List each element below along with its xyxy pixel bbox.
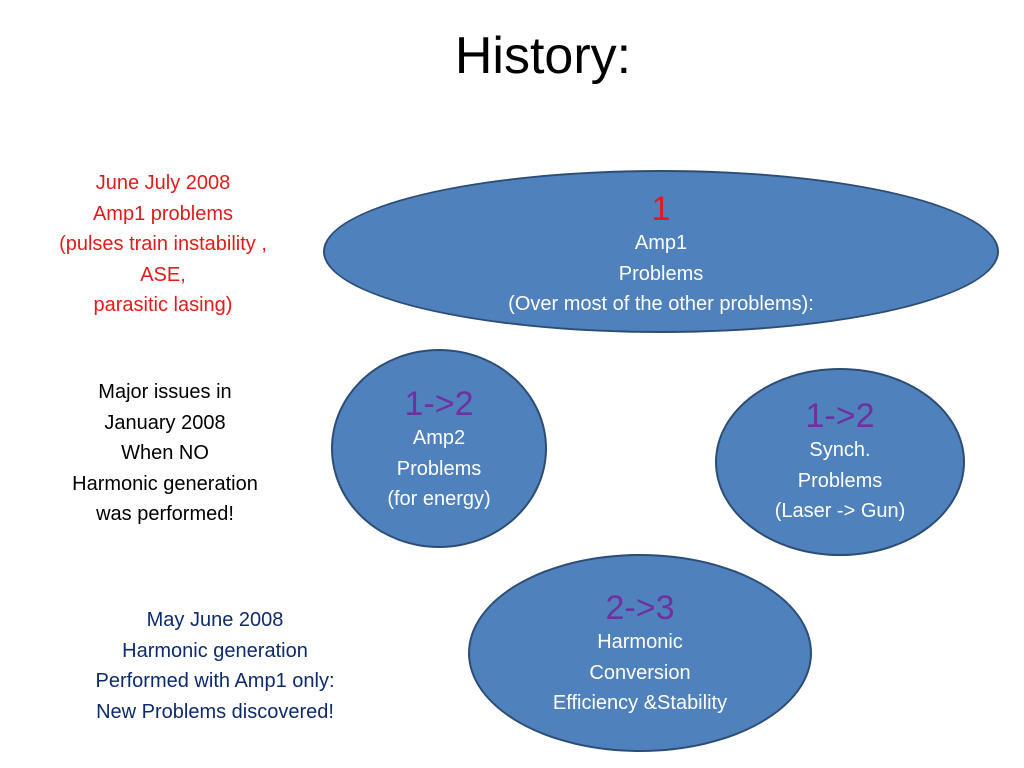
note-may-june-2008 xyxy=(54,605,376,727)
ellipse-amp1-problems xyxy=(323,170,999,333)
note-line: New Problems discovered! xyxy=(96,700,334,723)
note-line: Harmonic generation xyxy=(122,639,308,662)
stage-number: 1->2 xyxy=(404,385,474,423)
note-line: was performed! xyxy=(96,503,234,526)
note-line: (pulses train instability , xyxy=(59,233,267,256)
note-line: Amp1 problems xyxy=(92,202,234,225)
slide-title: History: xyxy=(454,27,632,85)
ellipse-line: Problems xyxy=(618,262,704,285)
note-line: ASE, xyxy=(140,263,186,286)
ellipse-line: Synch. xyxy=(809,439,871,461)
note-line: Harmonic generation xyxy=(72,472,258,495)
ellipse-line: Amp2 xyxy=(412,427,466,449)
ellipse-line: (Laser -> Gun) xyxy=(774,500,906,523)
note-line: When NO xyxy=(121,442,209,465)
ellipse-synch-problems xyxy=(715,368,965,556)
note-june-july-2008 xyxy=(20,168,306,321)
stage-number: 2->3 xyxy=(605,589,675,627)
stage-number: 1->2 xyxy=(805,397,875,435)
stage-number: 1 xyxy=(651,190,671,228)
note-line: January 2008 xyxy=(104,411,226,434)
ellipse-line: (for energy) xyxy=(387,488,491,511)
ellipse-line: Efficiency &Stability xyxy=(552,692,728,715)
ellipse-line: Harmonic xyxy=(597,631,683,653)
note-line: Major issues in xyxy=(98,381,232,403)
ellipse-amp2-problems xyxy=(331,349,547,548)
note-line: Performed with Amp1 only: xyxy=(95,670,335,693)
ellipse-line: Problems xyxy=(396,457,482,480)
ellipse-line: Problems xyxy=(797,469,883,492)
ellipse-harmonic-conversion xyxy=(468,554,812,752)
note-line: May June 2008 xyxy=(146,609,284,631)
note-line: parasitic lasing) xyxy=(93,294,233,317)
ellipse-line: Conversion xyxy=(589,661,691,684)
ellipse-line: Amp1 xyxy=(634,232,688,254)
ellipse-line: (Over most of the other problems): xyxy=(508,293,814,316)
note-line: June July 2008 xyxy=(95,172,231,194)
note-major-issues xyxy=(40,377,290,530)
